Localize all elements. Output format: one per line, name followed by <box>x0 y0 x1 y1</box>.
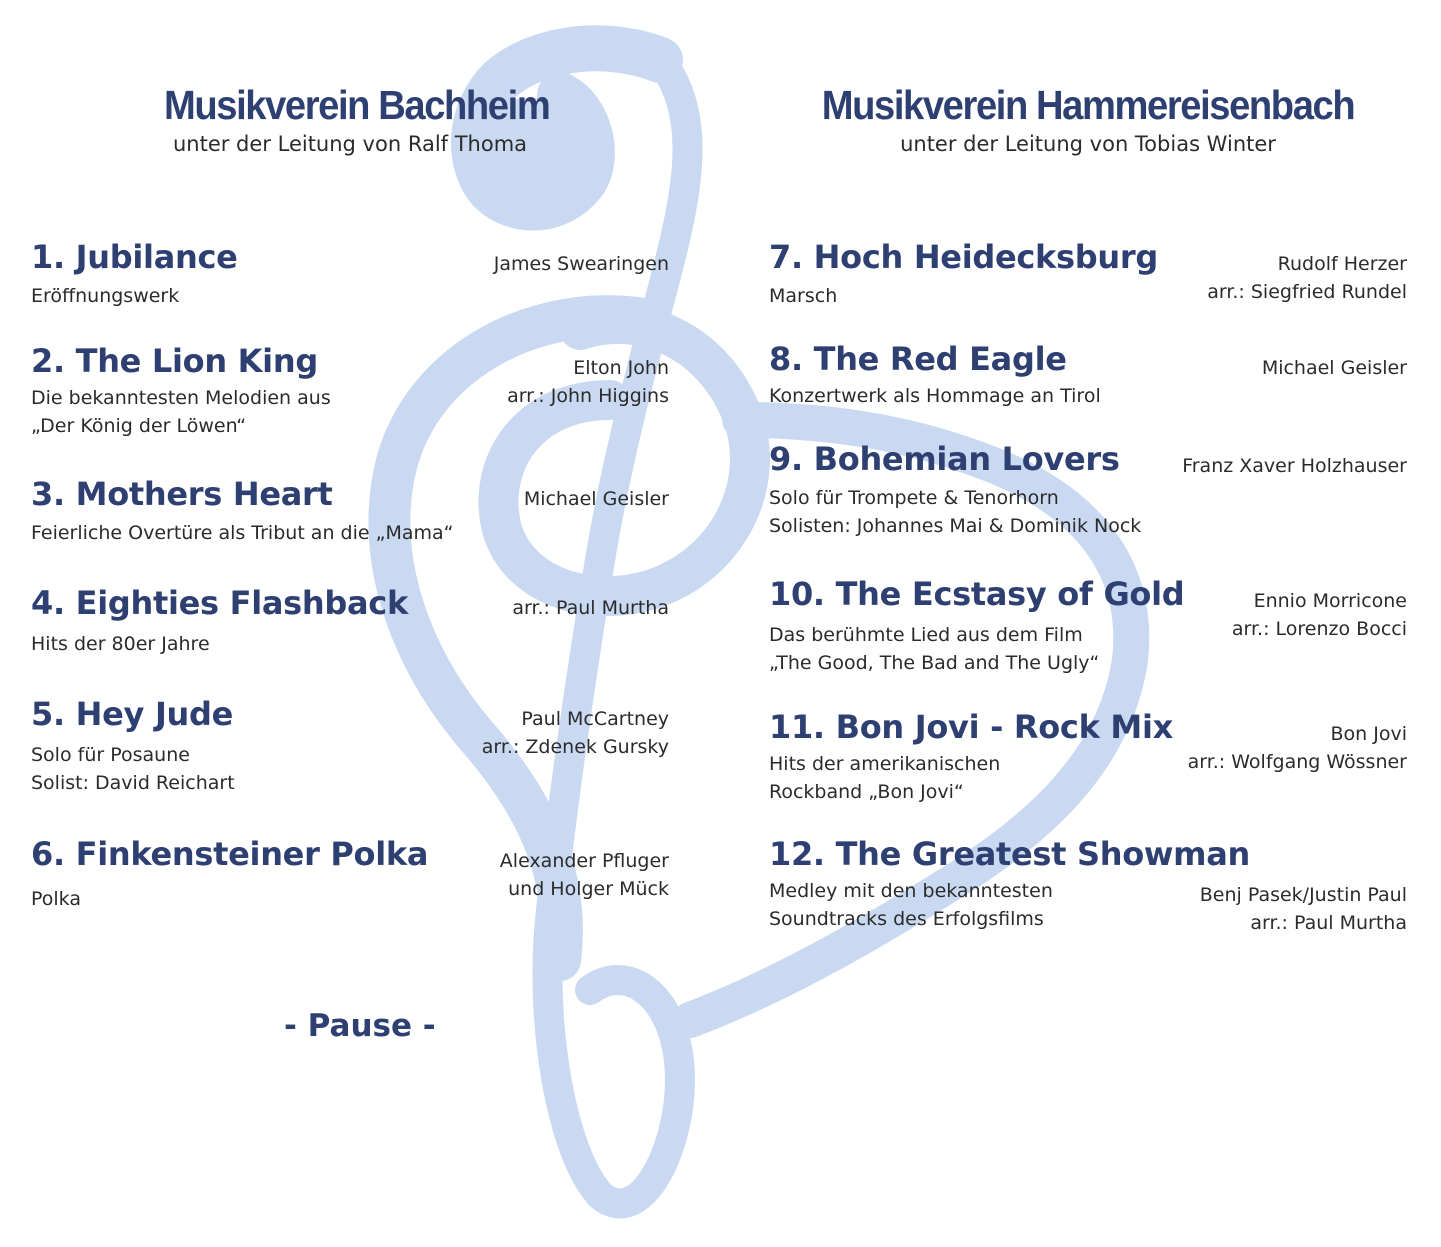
piece-description <box>31 282 179 310</box>
piece-description <box>769 282 837 310</box>
piece-title: 7. Hoch Heidecksburg <box>769 238 1158 276</box>
description-line: Solo für Posaune <box>31 744 190 766</box>
piece-description <box>31 741 235 797</box>
piece-composer <box>1207 250 1407 306</box>
composer-line: Alexander Pfluger <box>499 850 669 872</box>
description-line: Hits der amerikanischen <box>769 753 1001 775</box>
piece-description <box>769 877 1053 933</box>
description-line: Solo für Trompete & Tenorhorn <box>769 487 1059 509</box>
piece-composer <box>524 485 669 513</box>
piece-description <box>769 382 1101 410</box>
description-line: Solisten: Johannes Mai & Dominik Nock <box>769 515 1142 537</box>
piece-title: 8. The Red Eagle <box>769 340 1067 378</box>
composer-line: Benj Pasek/Justin Paul <box>1199 884 1407 906</box>
description-line: „The Good, The Bad and The Ugly“ <box>769 652 1100 674</box>
description-line: „Der König der Löwen“ <box>31 415 247 437</box>
composer-line: Paul McCartney <box>521 708 669 730</box>
piece-composer <box>1262 354 1407 382</box>
piece-composer <box>482 705 669 761</box>
piece-title: 6. Finkensteiner Polka <box>31 835 429 873</box>
piece-composer <box>1188 720 1407 776</box>
piece-title: 5. Hey Jude <box>31 695 234 733</box>
piece-title: 2. The Lion King <box>31 342 318 380</box>
club-name-left: Musikverein Bachheim <box>164 82 550 128</box>
piece-description <box>769 484 1141 540</box>
piece-title: 1. Jubilance <box>31 238 238 276</box>
composer-line: arr.: Wolfgang Wössner <box>1187 751 1407 773</box>
composer-line: arr.: Lorenzo Bocci <box>1231 618 1407 640</box>
piece-description <box>769 621 1099 677</box>
piece-description <box>31 384 331 440</box>
piece-description <box>31 885 81 913</box>
composer-line: Ennio Morricone <box>1253 590 1407 612</box>
composer-line: und Holger Mück <box>508 878 669 900</box>
pause-label: - Pause - <box>284 1008 436 1044</box>
composer-line: arr.: Paul Murtha <box>1250 912 1407 934</box>
piece-title: 4. Eighties Flashback <box>31 584 408 622</box>
piece-composer <box>507 354 669 410</box>
description-line: Polka <box>31 888 81 910</box>
description-line: Das berühmte Lied aus dem Film <box>769 624 1083 646</box>
club-name-right: Musikverein Hammereisenbach <box>821 82 1355 128</box>
conductor-right: unter der Leitung von Tobias Winter <box>900 132 1276 156</box>
piece-title: 12. The Greatest Showman <box>769 835 1251 873</box>
piece-description <box>31 630 210 658</box>
composer-line: Michael Geisler <box>523 488 669 510</box>
composer-line: arr.: Zdenek Gursky <box>481 736 669 758</box>
composer-line: arr.: Siegfried Rundel <box>1207 281 1407 303</box>
composer-line: arr.: John Higgins <box>507 385 669 407</box>
piece-composer <box>512 594 669 622</box>
description-line: Eröffnungswerk <box>31 285 180 307</box>
description-line: Solist: David Reichart <box>31 772 235 794</box>
description-line: Medley mit den bekanntesten <box>769 880 1053 902</box>
description-line: Die bekanntesten Melodien aus <box>31 387 331 409</box>
piece-composer <box>1200 881 1407 937</box>
composer-line: Rudolf Herzer <box>1277 253 1407 275</box>
piece-description <box>31 519 453 547</box>
composer-line: Bon Jovi <box>1330 723 1407 745</box>
description-line: Rockband „Bon Jovi“ <box>769 781 964 803</box>
description-line: Konzertwerk als Hommage an Tirol <box>769 385 1101 407</box>
composer-line: Elton John <box>573 357 669 379</box>
description-line: Hits der 80er Jahre <box>31 633 210 655</box>
description-line: Feierliche Overtüre als Tribut an die „Mama“ <box>31 522 454 544</box>
description-line: Soundtracks des Erfolgsfilms <box>769 908 1044 930</box>
composer-line: James Swearingen <box>493 253 669 275</box>
conductor-left: unter der Leitung von Ralf Thoma <box>172 132 528 156</box>
piece-composer <box>494 250 669 278</box>
piece-composer <box>1232 587 1407 643</box>
piece-title: 10. The Ecstasy of Gold <box>769 575 1185 613</box>
description-line: Marsch <box>769 285 838 307</box>
piece-title: 3. Mothers Heart <box>31 475 333 513</box>
piece-title: 11. Bon Jovi - Rock Mix <box>769 708 1173 746</box>
piece-description <box>769 750 1000 806</box>
piece-composer <box>500 847 669 903</box>
piece-title: 9. Bohemian Lovers <box>769 440 1120 478</box>
piece-composer <box>1182 452 1407 480</box>
composer-line: Michael Geisler <box>1261 357 1407 379</box>
composer-line: Franz Xaver Holzhauser <box>1182 455 1407 477</box>
composer-line: arr.: Paul Murtha <box>512 597 669 619</box>
